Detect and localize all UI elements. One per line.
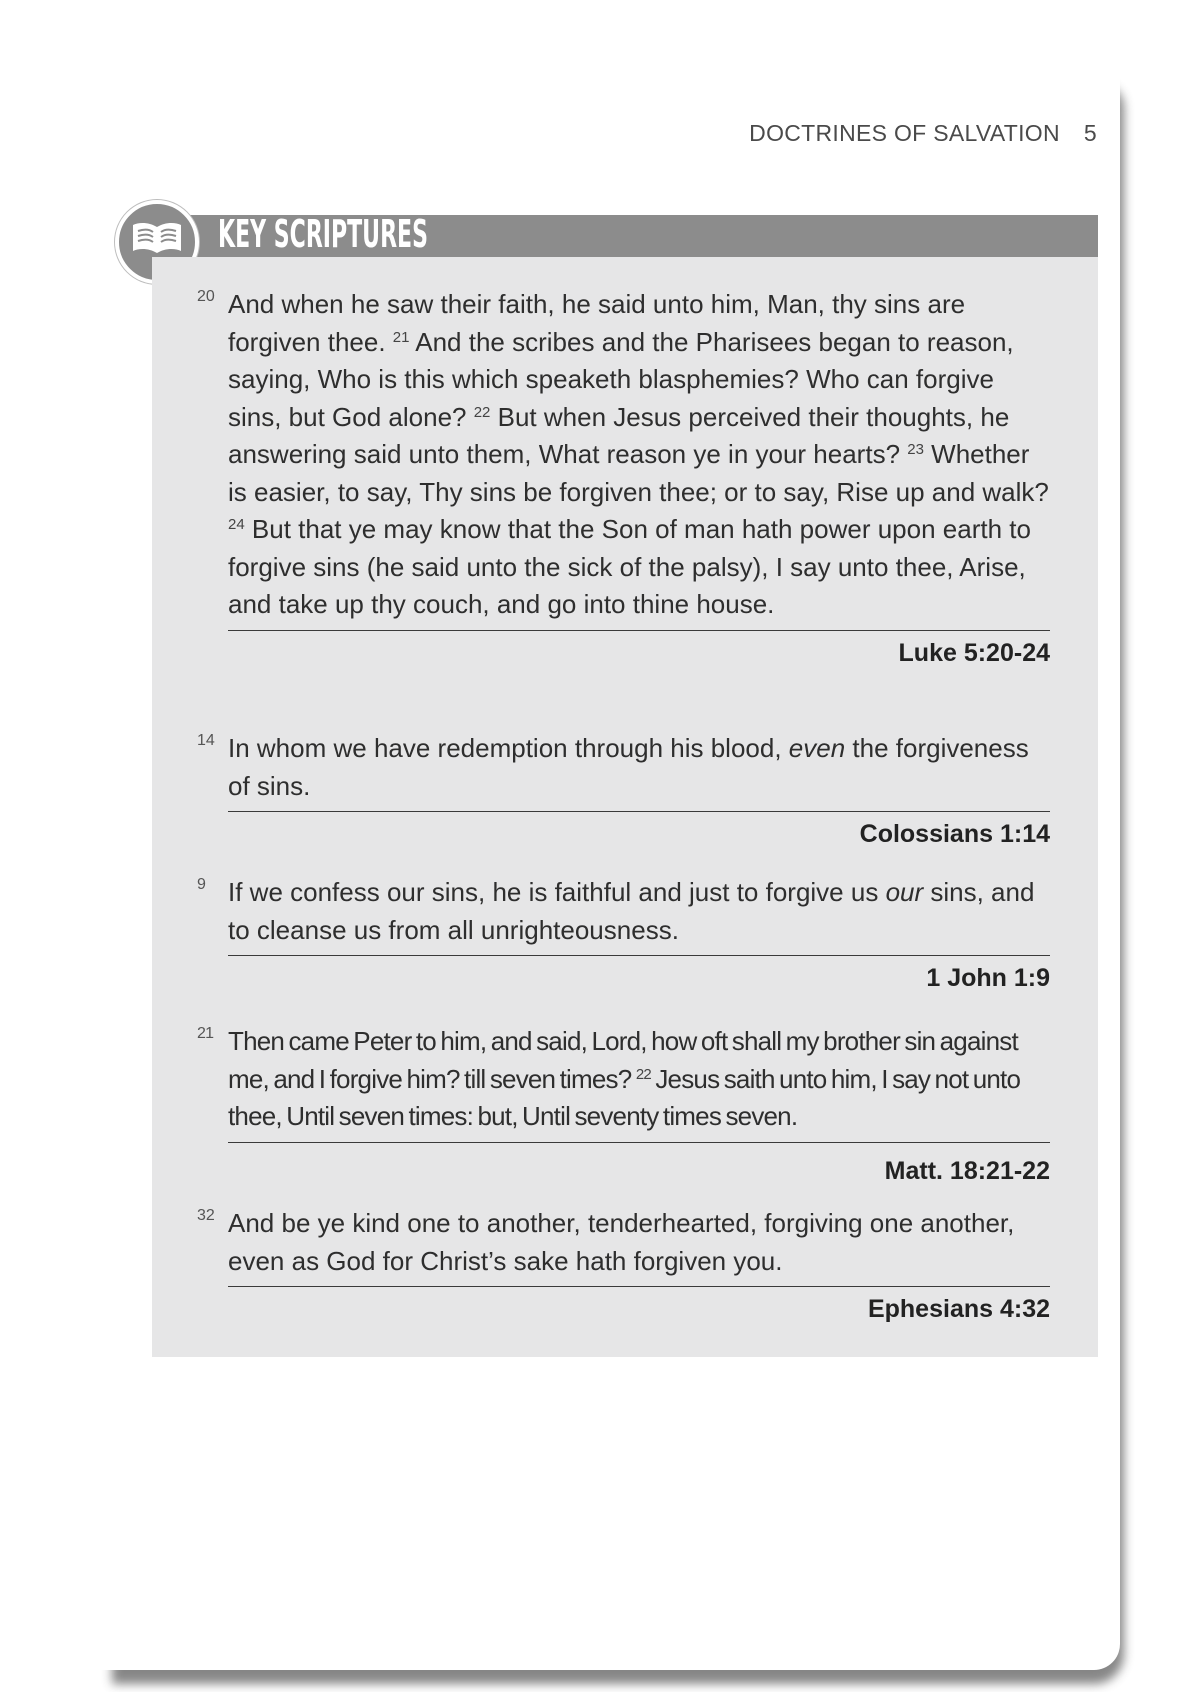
verse-number: 22 bbox=[635, 1065, 651, 1083]
scripture-reference: Ephesians 4:32 bbox=[867, 1295, 1050, 1323]
verse-number: 14 bbox=[197, 732, 215, 749]
verse-text: 9 If we confess our sins, he is faithful and just to forgive us our sins, and to cleanse us from all unrighteousness. bbox=[228, 874, 1050, 956]
verse-text: 32 And be ye kind one to another, tenderhearted, forgiving one another, even as God for Christ’s sake hath forgiven you. bbox=[228, 1205, 1050, 1287]
verse-text: 14 In whom we have redemption through his blood, even the forgiveness of sins. bbox=[228, 730, 1050, 812]
verse-text: 21 Then came Peter to him, and said, Lord, how oft shall my brother sin against me, and I forgive him? till seven times? $^{22}$ Jesus saith unto him, I say not unto thee, Until seven times: but, Until seventy times seven. bbox=[228, 1023, 1050, 1143]
scripture-reference: Matt. 18:21-22 bbox=[884, 1156, 1050, 1185]
verse-number: 23 bbox=[907, 441, 924, 458]
scripture-reference: Colossians 1:14 bbox=[859, 820, 1050, 848]
scripture-reference: 1 John 1:9 bbox=[926, 964, 1050, 992]
verse-number: 32 bbox=[197, 1207, 215, 1224]
verse-number: 21 bbox=[392, 328, 410, 346]
verse-number: 24 bbox=[228, 516, 245, 533]
section-title: DOCTRINES OF SALVATION bbox=[749, 120, 1060, 146]
scripture-entry bbox=[197, 1023, 1050, 1186]
running-header bbox=[0, 120, 1097, 147]
scripture-entry bbox=[197, 1205, 1050, 1324]
page-number: 5 bbox=[1083, 120, 1097, 146]
verse-number: 21 bbox=[197, 1025, 214, 1042]
scripture-reference: Luke 5:20-24 bbox=[898, 638, 1050, 667]
verse-text: 20 And when he saw their faith, he said unto him, Man, thy sins are forgiven thee. $^{21}$ And the scribes and the Pharisees began to reason, saying, Who is this which speaketh blasphemies? Who can forgive sins, but God alone? $^{22}$ But when Jesus perceived their thoughts, he answering said unto them, What reason ye in your hearts? $^{23}$ Whether is easier, to say, Thy sins be forgiven thee; or to say, Rise up and walk? $^{24}$ But that ye may know that the Son of man hath power upon earth to forgive sins (he said unto the sick of the palsy), I say unto thee, Arise, and take up thy couch, and go into thine house. bbox=[228, 286, 1050, 631]
verse-number: 22 bbox=[473, 403, 491, 421]
verse-number: 20 bbox=[197, 288, 215, 305]
verse-number: 9 bbox=[197, 876, 206, 893]
scripture-entry bbox=[197, 874, 1050, 993]
section-heading: KEY SCRIPTURES bbox=[218, 212, 428, 256]
scripture-entry bbox=[197, 730, 1050, 849]
scripture-entry bbox=[197, 286, 1050, 668]
